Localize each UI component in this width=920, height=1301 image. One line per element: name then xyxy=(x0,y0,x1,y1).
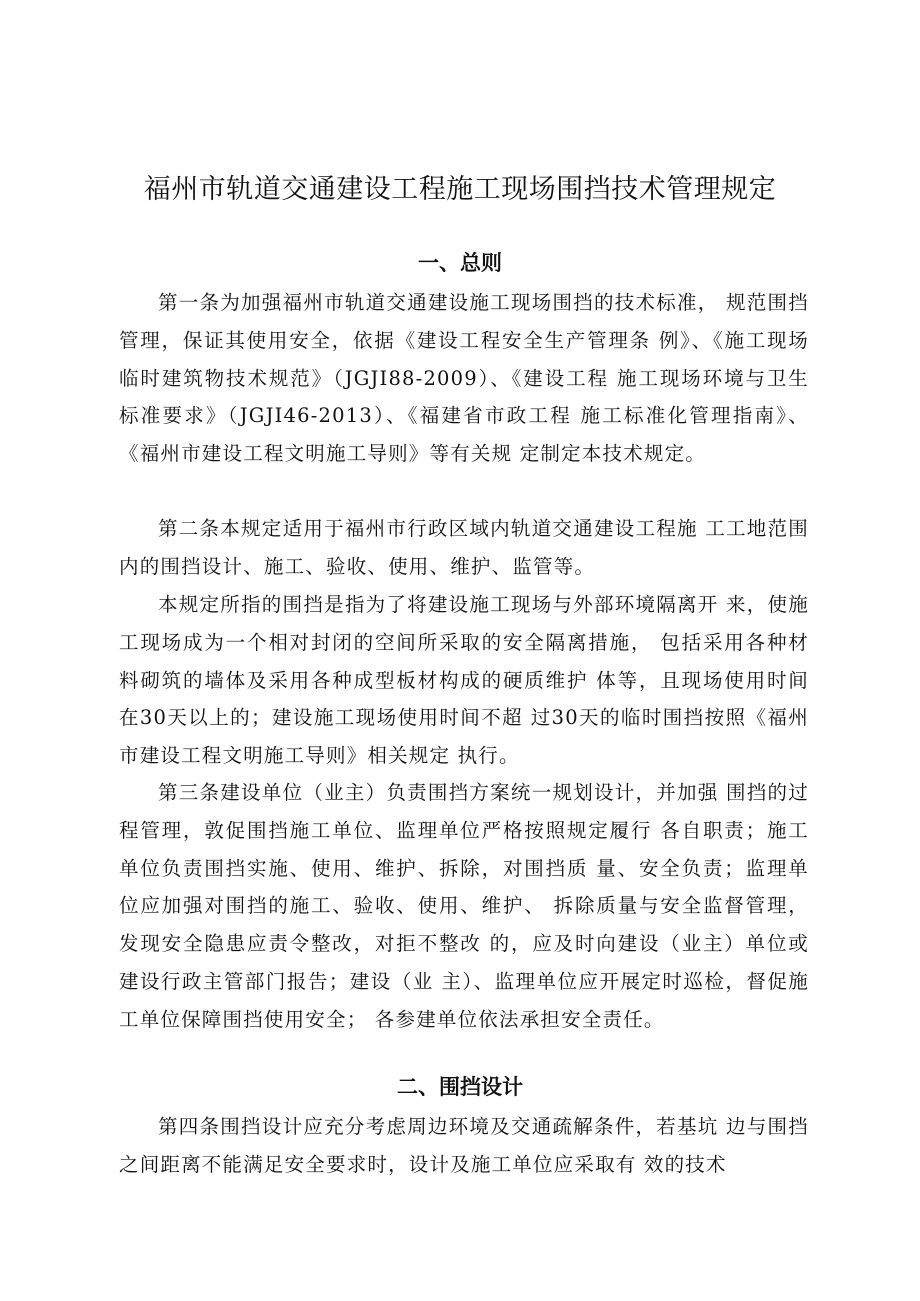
section-heading-design: 二、围挡设计 xyxy=(397,1075,523,1099)
section-heading-general: 一、总则 xyxy=(418,251,502,275)
article-2-paragraph: 第二条本规定适用于福州市行政区域内轨道交通建设工程施 工工地范围内的围挡设计、施工、验收、使用、维护、监管等。 xyxy=(119,517,809,578)
article-1-paragraph: 第一条为加强福州市轨道交通建设施工现场围挡的技术标准， 规范围挡管理，保证其使用安全，依据《建设工程安全生产管理条 例》、《施工现场临时建筑物技术规范》（JGJI88-2009）、《建设工程 施工现场环境与卫生标准要求》（JGJI46-2013）、《福建省市政工程 施工标准化管理指南》、《福州市建设工程文明施工导则》等有关规 定制定本技术规定。 xyxy=(119,291,809,466)
article-3-paragraph: 第三条建设单位（业主）负责围挡方案统一规划设计，并加强 围挡的过程管理，敦促围挡施工单位、监理单位严格按照规定履行 各自职责；施工单位负责围挡实施、使用、维护、拆除，对围挡质 量、安全负责；监理单位应加强对围挡的施工、验收、使用、维护、 拆除质量与安全监督管理，发现安全隐患应责令整改，对拒不整改 的，应及时向建设（业主）单位或建设行政主管部门报告；建设（业 主）、监理单位应开展定时巡检，督促施工单位保障围挡使用安全； 各参建单位依法承担安全责任。 xyxy=(119,781,809,1031)
document-title: 福州市轨道交通建设工程施工现场围挡技术管理规定 xyxy=(143,174,777,205)
enclosure-definition-paragraph: 本规定所指的围挡是指为了将建设施工现场与外部环境隔离开 来，使施工现场成为一个相对封闭的空间所采取的安全隔离措施， 包括采用各种材料砌筑的墙体及采用各种成型板材构成的硬质维护 体等，且现场使用时间在30天以上的；建设施工现场使用时间不超 过30天的临时围挡按照《福州市建设工程文明施工导则》相关规定 执行。 xyxy=(119,593,809,768)
article-4-paragraph: 第四条围挡设计应充分考虑周边环境及交通疏解条件，若基坑 边与围挡之间距离不能满足安全要求时，设计及施工单位应采取有 效的技术 xyxy=(119,1115,809,1176)
